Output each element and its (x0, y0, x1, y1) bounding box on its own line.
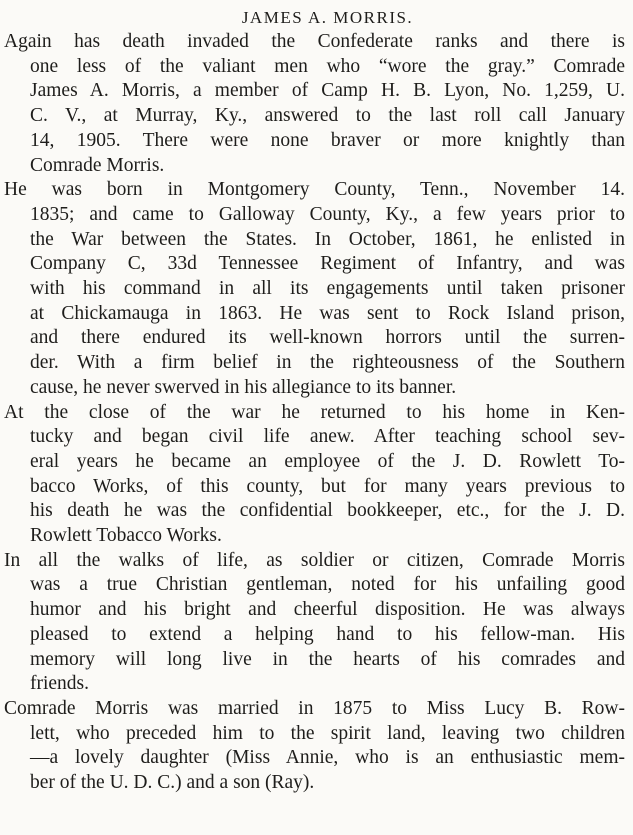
text-line: C. V., at Murray, Ky., answered to the last roll call January (30, 105, 625, 127)
text-line: Comrade Morris. (30, 154, 165, 176)
text-line: Comrade Morris was married in 1875 to Miss Lucy B. Row- (4, 697, 625, 719)
text-line: at Chickamauga in 1863. He was sent to Rock Island prison, (30, 302, 625, 324)
paragraph-2 (4, 178, 625, 400)
text-line: In all the walks of life, as soldier or citizen, Comrade Morris (4, 549, 625, 571)
text-line: 1835; and came to Galloway County, Ky., a few years prior to (30, 203, 625, 225)
text-line: lett, who preceded him to the spirit land, leaving two children (30, 722, 625, 744)
text-line: Again has death invaded the Confederate ranks and there is (4, 31, 625, 52)
text-line: ber of the U. D. C.) and a son (Ray). (30, 772, 315, 794)
text-line: the War between the States. In October, 1861, he enlisted in (30, 228, 625, 250)
text-line: and there endured its well-known horrors until the surren- (30, 327, 625, 349)
paragraph-5 (4, 697, 625, 796)
text-line: 14, 1905. There were none braver or more knightly than (30, 129, 625, 151)
text-line: cause, he never swerved in his allegiance to its banner. (30, 376, 457, 398)
article-title: JAMES A. MORRIS. (241, 8, 414, 27)
paragraph-1 (4, 30, 625, 178)
paragraph-4 (4, 549, 625, 697)
text-line: tucky and began civil life anew. After teaching school sev- (30, 426, 625, 448)
text-line: his death he was the confidential bookkeeper, etc., for the J. D. (30, 500, 625, 522)
text-line: eral years he became an employee of the J. D. Rowlett To- (30, 450, 625, 472)
text-line: James A. Morris, a member of Camp H. B. Lyon, No. 1,259, U. (30, 80, 625, 102)
text-line: Company C, 33d Tennessee Regiment of Infantry, and was (30, 253, 625, 275)
text-line: At the close of the war he returned to his home in Ken- (4, 401, 625, 423)
text-line: pleased to extend a helping hand to his fellow-man. His (30, 623, 625, 645)
text-line: bacco Works, of this county, but for many years previous to (30, 475, 625, 497)
text-line: Rowlett Tobacco Works. (30, 525, 222, 547)
text-line: —a lovely daughter (Miss Annie, who is an enthusiastic mem- (30, 747, 625, 769)
text-line: der. With a firm belief in the righteousness of the Southern (30, 352, 625, 374)
paragraph-3 (4, 401, 625, 549)
text-line: was a true Christian gentleman, noted for his unfailing good (30, 574, 625, 596)
text-line: friends. (30, 673, 90, 695)
text-line: He was born in Montgomery County, Tenn., November 14. (4, 179, 625, 201)
text-line: with his command in all its engagements until taken prisoner (30, 278, 625, 300)
text-line: humor and his bright and cheerful disposition. He was always (30, 599, 625, 621)
text-line: memory will long live in the hearts of his comrades and (30, 648, 625, 670)
text-line: one less of the valiant men who “wore the gray.” Comrade (30, 55, 625, 77)
